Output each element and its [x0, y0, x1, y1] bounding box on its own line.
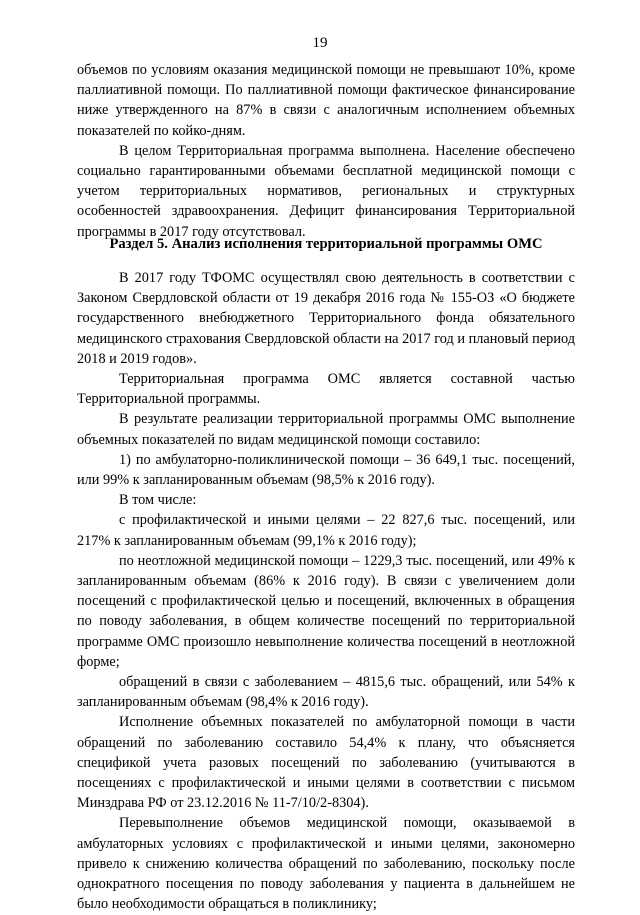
- paragraph: В целом Территориальная программа выполнена. Население обеспечено социально гарантированными объемами бесплатной медицинской помощи с учетом территориальных нормативов, региональных и структурных особенностей здравоохранения. Дефицит финансирования Территориальной программы в 2017 году отсутствовал.: [77, 142, 575, 240]
- paragraph: с профилактической и иными целями – 22 827,6 тыс. посещений, или 217% к запланированным объемам (99,1% к 2016 году);: [77, 512, 575, 549]
- paragraph: 1) по амбулаторно-поликлинической помощи – 36 649,1 тыс. посещений, или 99% к запланированным объемам (98,5% к 2016 году).: [77, 451, 575, 489]
- section-title: Раздел 5. Анализ исполнения территориальной программы ОМС: [109, 236, 543, 252]
- paragraph: Перевыполнение объемов медицинской помощи, оказываемой в амбулаторных условиях с профилактической и иными целями, закономерно привело к снижению количества обращений по заболеванию, поскольку после однократного посещения по поводу заболевания у пациента в дальнейшем не было необходимости обращаться в поликлинику;: [77, 815, 575, 913]
- section-text-block: [77, 268, 575, 915]
- page-number: 19: [312, 35, 328, 51]
- paragraph: объемов по условиям оказания медицинской помощи не превышают 10%, кроме паллиативной помощи. По паллиативной помощи фактическое финансирование ниже утвержденного на 87% в связи с аналогичным исполнением объемных показателей по койко-дням.: [77, 62, 575, 139]
- paragraph: по неотложной медицинской помощи – 1229,3 тыс. посещений, или 49% к запланированным объемам (86% к 2016 году). В связи с увеличением доли посещений с профилактической целью и посещений, включенных в обращения по поводу заболевания, в общем количестве посещений по территориальной программе ОМС произошло невыполнение количества посещений в неотложной форме;: [77, 552, 575, 670]
- paragraph: Исполнение объемных показателей по амбулаторной помощи в части обращений по заболеванию составило 54,4% к плану, что объясняется спецификой учета разовых посещений по заболеванию (учитываются в посещениях с профилактической и иными целями в соответствии с письмом Минздрава РФ от 23.12.2016 № 11-7/10/2-8304).: [77, 714, 575, 812]
- paragraph: В 2017 году ТФОМС осуществлял свою деятельность в соответствии с Законом Свердловской области от 19 декабря 2016 года № 155-ОЗ «О бюджете государственного внебюджетного Территориального фонда обязательного медицинского страхования Свердловской области на 2017 год и плановый период 2018 и 2019 годов».: [77, 270, 575, 367]
- intro-text-block: [77, 60, 575, 242]
- paragraph: обращений в связи с заболеванием – 4815,6 тыс. обращений, или 54% к запланированным объемам (98,4% к 2016 году).: [77, 674, 575, 711]
- paragraph: В результате реализации территориальной программы ОМС выполнение объемных показателей по видам медицинской помощи составило:: [77, 411, 575, 448]
- paragraph: В том числе:: [119, 492, 197, 509]
- paragraph: Территориальная программа ОМС является составной частью Территориальной программы.: [77, 371, 575, 408]
